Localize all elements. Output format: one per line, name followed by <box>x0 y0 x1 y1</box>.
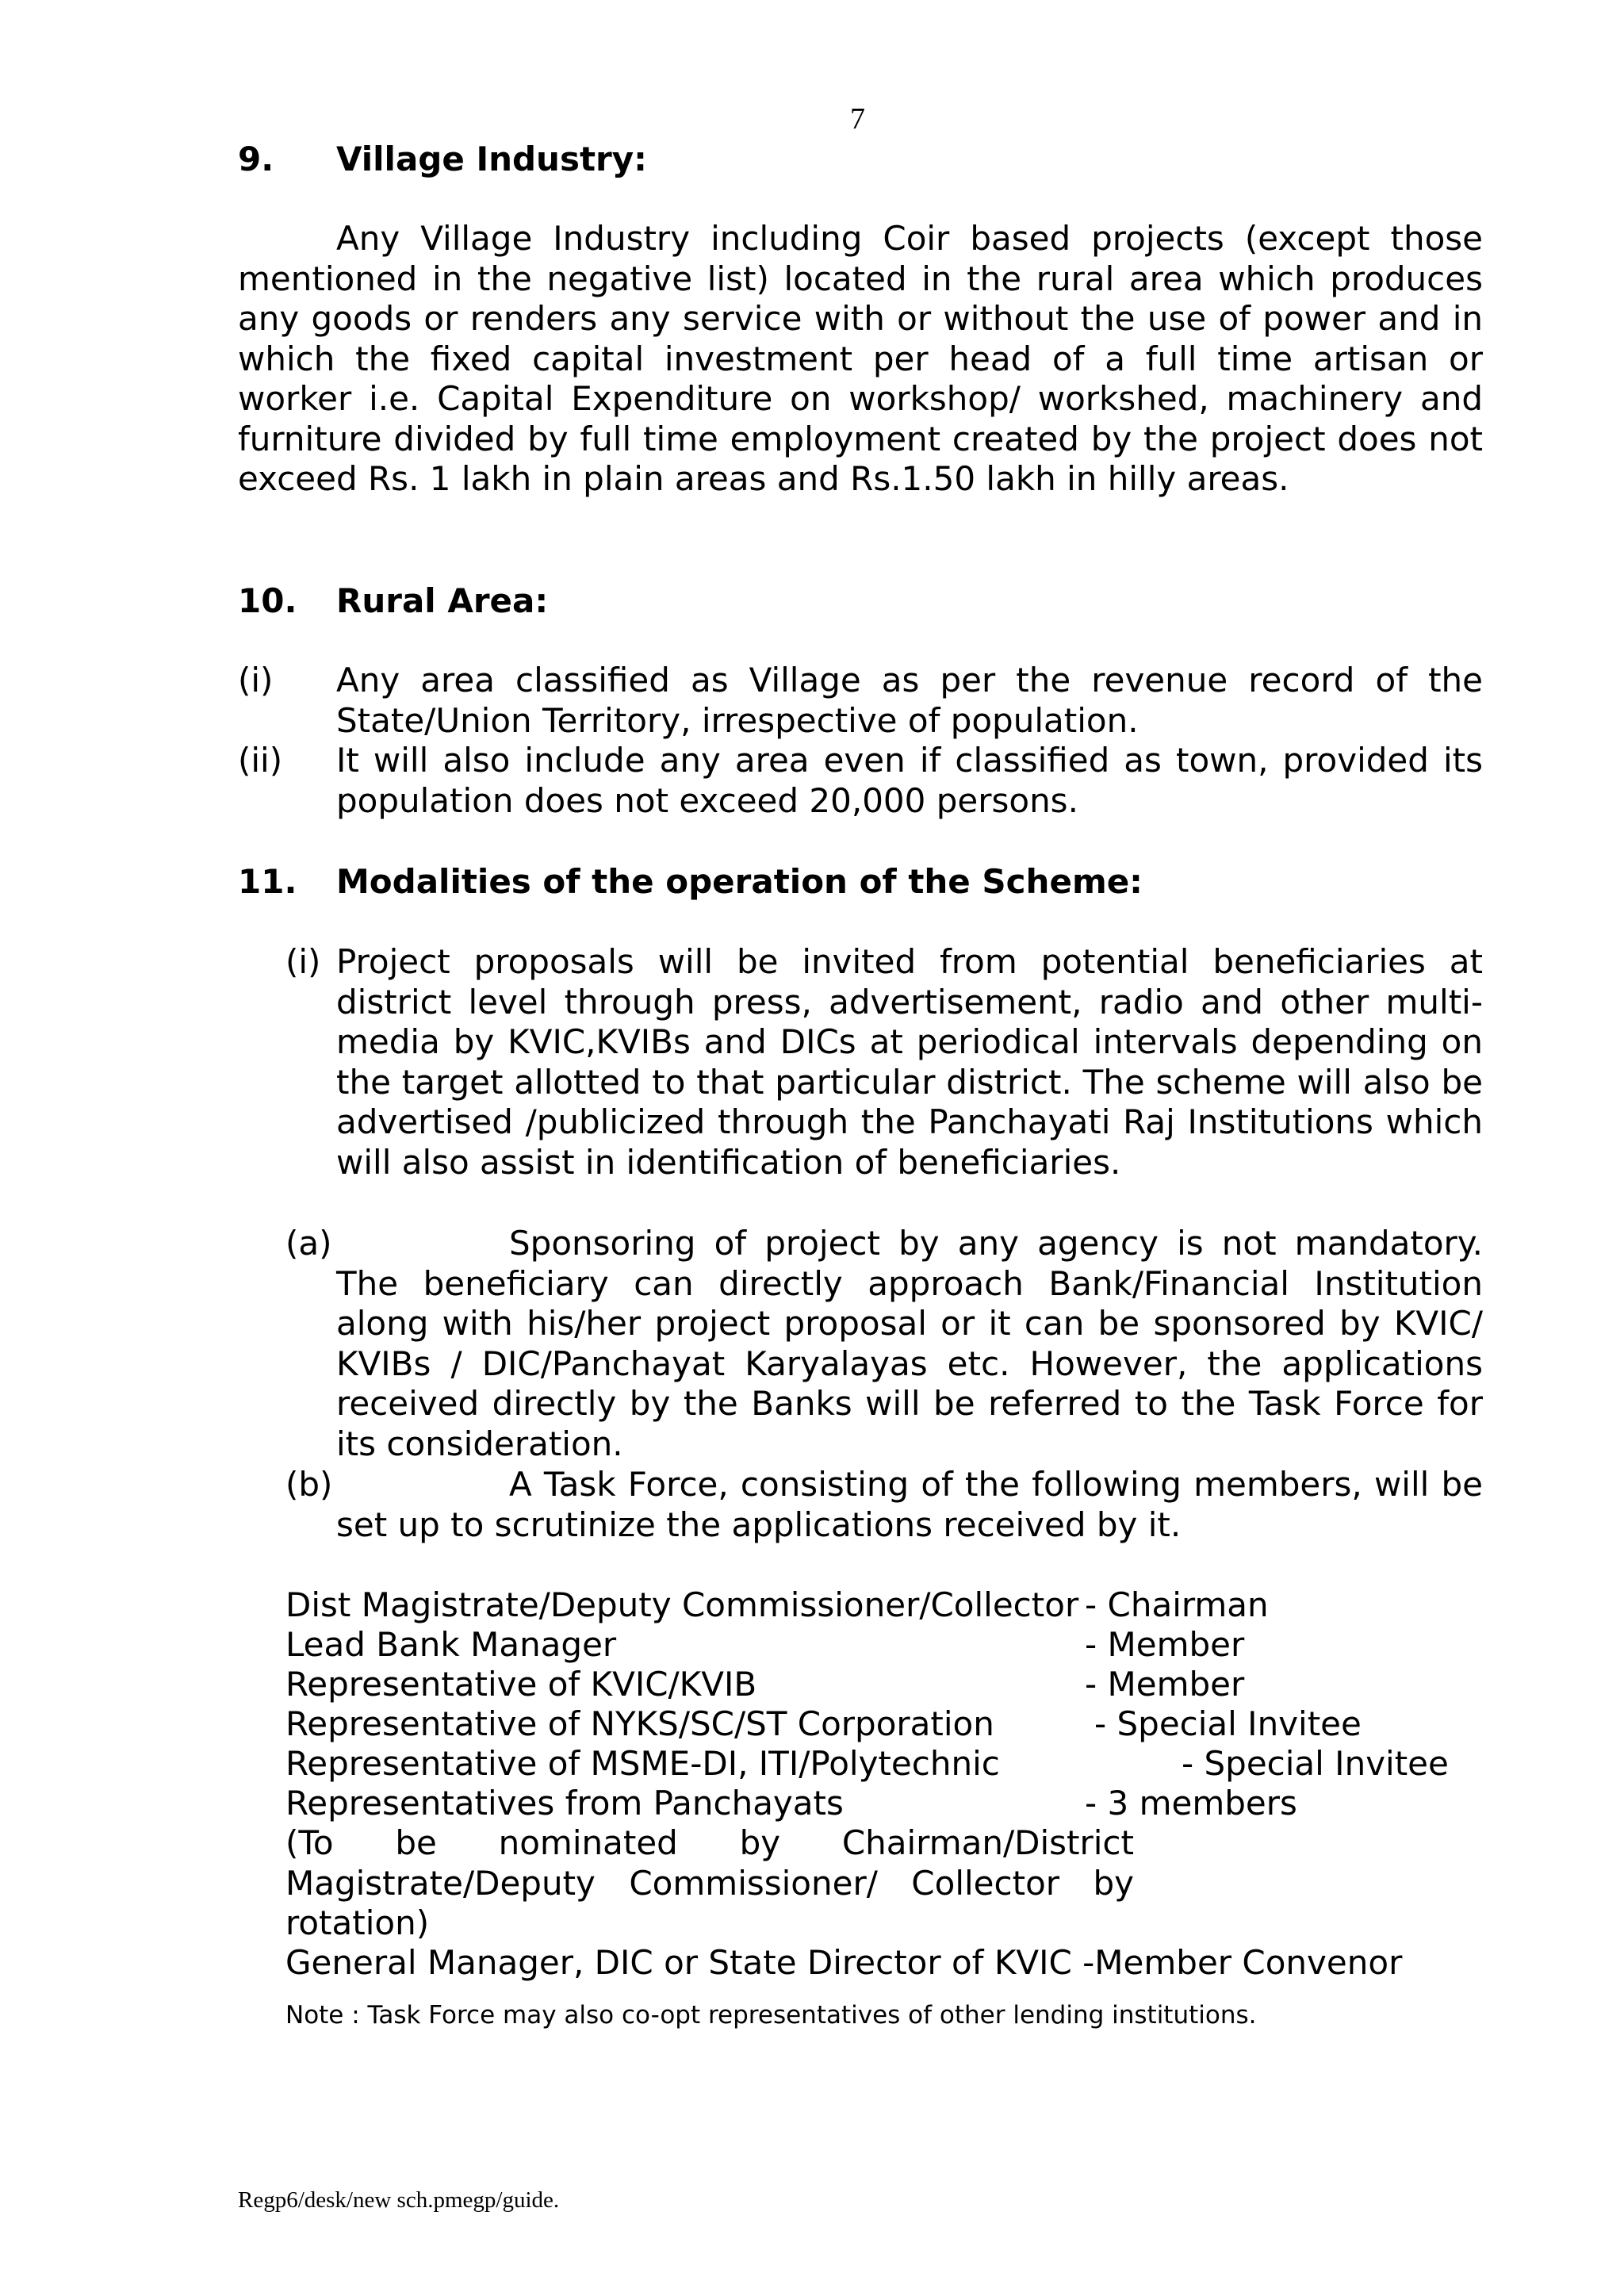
rural-area-item-label: (i) <box>238 661 274 700</box>
modality-i-label: (i) <box>285 942 321 981</box>
task-force-member: Representative of NYKS/SC/ST Corporation <box>285 1704 994 1743</box>
section-9-number: 9. <box>238 140 274 178</box>
task-force-role: - Chairman <box>1085 1585 1269 1624</box>
section-9-title: Village Industry: <box>336 140 647 178</box>
nomination-note: (To be nominated by Chairman/District Magistrate/Deputy Commissioner/ Collector by rotation) <box>285 1823 1134 1942</box>
task-force-member: Representative of MSME-DI, ITI/Polytechnic <box>285 1744 1000 1783</box>
task-force-role: - Member <box>1085 1665 1245 1704</box>
member-convenor: General Manager, DIC or State Director of KVIC -Member Convenor <box>285 1943 1403 1982</box>
modality-a-text: Sponsoring of project by any agency is not mandatory. The beneficiary can directly approach Bank/Financial Institution along with his/her project proposal or it can be sponsored by KVIC/ KVIBs / DIC/Panchayat Karyalayas etc. However, the applications received directly by the Banks will be referred to the Task Force for its consideration. <box>336 1224 1483 1463</box>
task-force-role: - Special Invitee <box>1182 1744 1449 1783</box>
task-force-note: Note : Task Force may also co-opt representatives of other lending institutions. <box>285 2001 1257 2030</box>
rural-area-item-label: (ii) <box>238 741 283 780</box>
section-10-title: Rural Area: <box>336 581 549 620</box>
section-11-number: 11. <box>238 862 297 901</box>
section-9-body: Any Village Industry including Coir based projects (except those mentioned in the negative list) located in the rural area which produces any goods or renders any service with or without the use of power and in which the fixed capital investment per head of a full time artisan or worker i.e. Capital Expenditure on workshop/ workshed, machinery and furniture divided by full time employment created by the project does not exceed Rs. 1 lakh in plain areas and Rs.1.50 lakh in hilly areas. <box>238 219 1483 498</box>
modality-b-label: (b) <box>285 1465 333 1504</box>
rural-area-item-text: It will also include any area even if classified as town, provided its population does not exceed 20,000 persons. <box>336 741 1483 820</box>
section-11-title: Modalities of the operation of the Scheme: <box>336 862 1143 901</box>
rural-area-item-text: Any area classified as Village as per the revenue record of the State/Union Territory, irrespective of population. <box>336 661 1483 740</box>
task-force-role: - Special Invitee <box>1094 1704 1362 1743</box>
footer-reference: Regp6/desk/new sch.pmegp/guide. <box>238 2187 560 2213</box>
task-force-member: Representative of KVIC/KVIB <box>285 1665 757 1704</box>
modality-b-text: A Task Force, consisting of the following members, will be set up to scrutinize the applications received by it. <box>336 1465 1483 1544</box>
task-force-member: Lead Bank Manager <box>285 1625 617 1664</box>
page-number: 7 <box>850 102 865 136</box>
section-10-number: 10. <box>238 581 297 620</box>
task-force-member: Dist Magistrate/Deputy Commissioner/Collector <box>285 1585 1079 1624</box>
modality-a-label: (a) <box>285 1224 332 1263</box>
task-force-member: Representatives from Panchayats <box>285 1784 844 1823</box>
task-force-role: - Member <box>1085 1625 1245 1664</box>
modality-i-text: Project proposals will be invited from potential beneficiaries at district level through press, advertisement, radio and other multi-media by KVIC,KVIBs and DICs at periodical intervals depending on the target allotted to that particular district. The scheme will also be advertised /publicized through the Panchayati Raj Institutions which will also assist in identification of beneficiaries. <box>336 942 1483 1182</box>
task-force-role: - 3 members <box>1085 1784 1297 1823</box>
